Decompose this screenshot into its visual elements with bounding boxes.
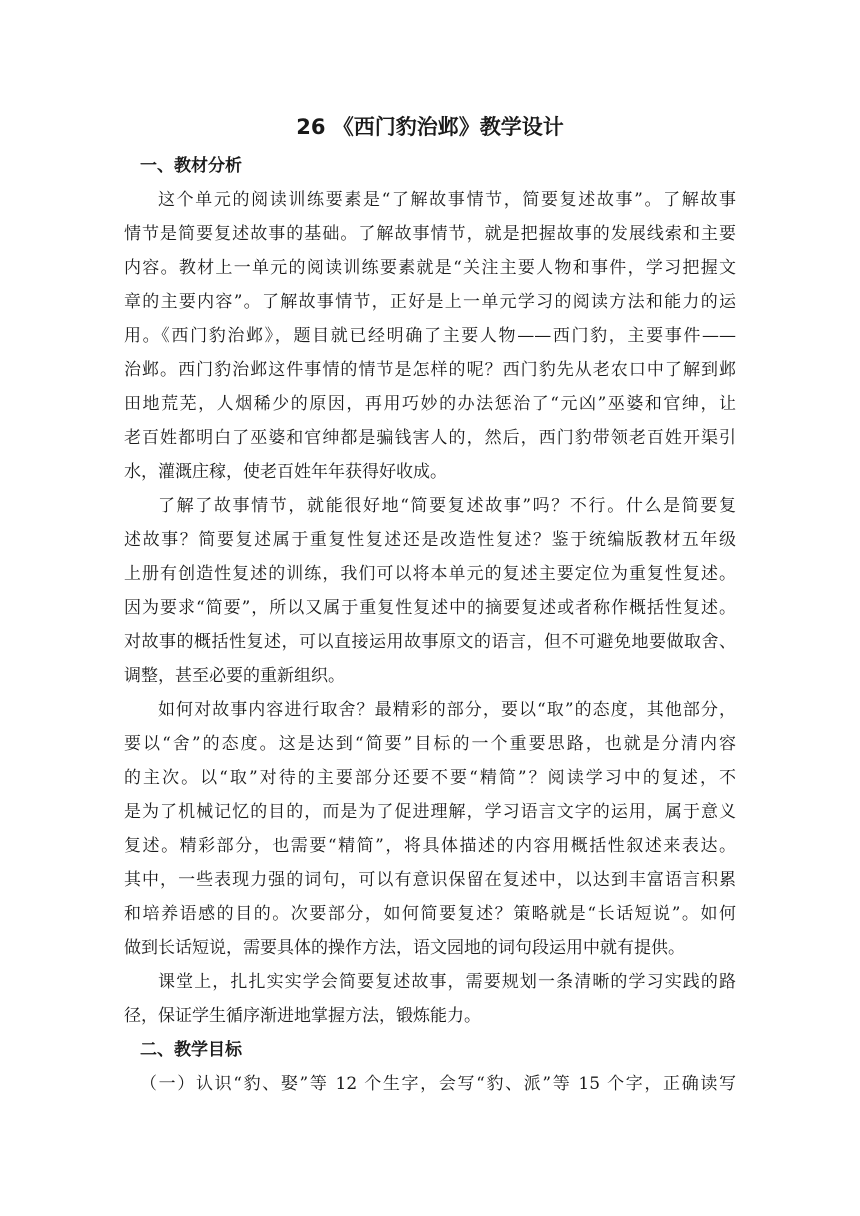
paragraph-2-line: 对故事的概括性复述，可以直接运用故事原文的语言，但不可避免地要做取舍、 xyxy=(124,632,736,652)
paragraph-4-line: 课堂上，扎扎实实学会简要复述故事，需要规划一条清晰的学习实践的路 xyxy=(158,972,736,992)
paragraph-4-line: 径，保证学生循序渐进地掌握方法，锻炼能力。 xyxy=(124,1006,481,1026)
paragraph-1-line: 老百姓都明白了巫婆和官绅都是骗钱害人的，然后，西门豹带领老百姓开渠引 xyxy=(124,428,736,448)
paragraph-1-line: 这个单元的阅读训练要素是“了解故事情节，简要复述故事”。了解故事 xyxy=(158,190,736,210)
paragraph-1-line: 用。《西门豹治邺》，题目就已经明确了主要人物——西门豹，主要事件—— xyxy=(124,326,736,346)
paragraph-3-line: 做到长话短说，需要具体的操作方法，语文园地的词句段运用中就有提供。 xyxy=(124,938,685,958)
paragraph-3-line: 如何对故事内容进行取舍？最精彩的部分，要以“取”的态度，其他部分， xyxy=(158,700,736,720)
goal-item-1: （一）认识“豹、娶”等 12 个生字，会写“豹、派”等 15 个字，正确读写 xyxy=(140,1074,736,1094)
paragraph-2-line: 因为要求“简要”，所以又属于重复性复述中的摘要复述或者称作概括性复述。 xyxy=(124,598,736,618)
section-heading-textbook-analysis: 一、教材分析 xyxy=(140,156,242,176)
paragraph-2-line: 上册有创造性复述的训练，我们可以将本单元的复述主要定位为重复性复述。 xyxy=(124,564,736,584)
paragraph-3-line: 和培养语感的目的。次要部分，如何简要复述？策略就是“长话短说”。如何 xyxy=(124,904,736,924)
paragraph-3-line: 其中，一些表现力强的词句，可以有意识保留在复述中，以达到丰富语言积累 xyxy=(124,870,736,890)
paragraph-3-line: 要以“舍”的态度。这是达到“简要”目标的一个重要思路，也就是分清内容 xyxy=(124,734,736,754)
paragraph-1-line: 情节是简要复述故事的基础。了解故事情节，就是把握故事的发展线索和主要 xyxy=(124,224,736,244)
paragraph-3-line: 复述。精彩部分，也需要“精简”，将具体描述的内容用概括性叙述来表达。 xyxy=(124,836,736,856)
document-title: 26 《西门豹治邺》教学设计 xyxy=(296,115,564,139)
paragraph-1-line: 内容。教材上一单元的阅读训练要素就是“关注主要人物和事件，学习把握文 xyxy=(124,258,736,278)
paragraph-3-line: 是为了机械记忆的目的，而是为了促进理解，学习语言文字的运用，属于意义 xyxy=(124,802,736,822)
paragraph-1-line: 章的主要内容”。了解故事情节，正好是上一单元学习的阅读方法和能力的运 xyxy=(124,292,736,312)
paragraph-1-line: 田地荒芜，人烟稀少的原因，再用巧妙的办法惩治了“元凶”巫婆和官绅，让 xyxy=(124,394,736,414)
paragraph-1-line: 治邺。西门豹治邺这件事情的情节是怎样的呢？西门豹先从老农口中了解到邺 xyxy=(124,360,736,380)
paragraph-2-line: 了解了故事情节，就能很好地“简要复述故事”吗？不行。什么是简要复 xyxy=(158,496,736,516)
paragraph-1-line: 水，灌溉庄稼，使老百姓年年获得好收成。 xyxy=(124,462,447,482)
paragraph-2-line: 述故事？简要复述属于重复性复述还是改造性复述？鉴于统编版教材五年级 xyxy=(124,530,736,550)
section-heading-teaching-goals: 二、教学目标 xyxy=(140,1040,242,1060)
paragraph-3-line: 的主次。以“取”对待的主要部分还要不要“精简”？阅读学习中的复述，不 xyxy=(124,768,736,788)
paragraph-2-line: 调整，甚至必要的重新组织。 xyxy=(124,666,345,686)
